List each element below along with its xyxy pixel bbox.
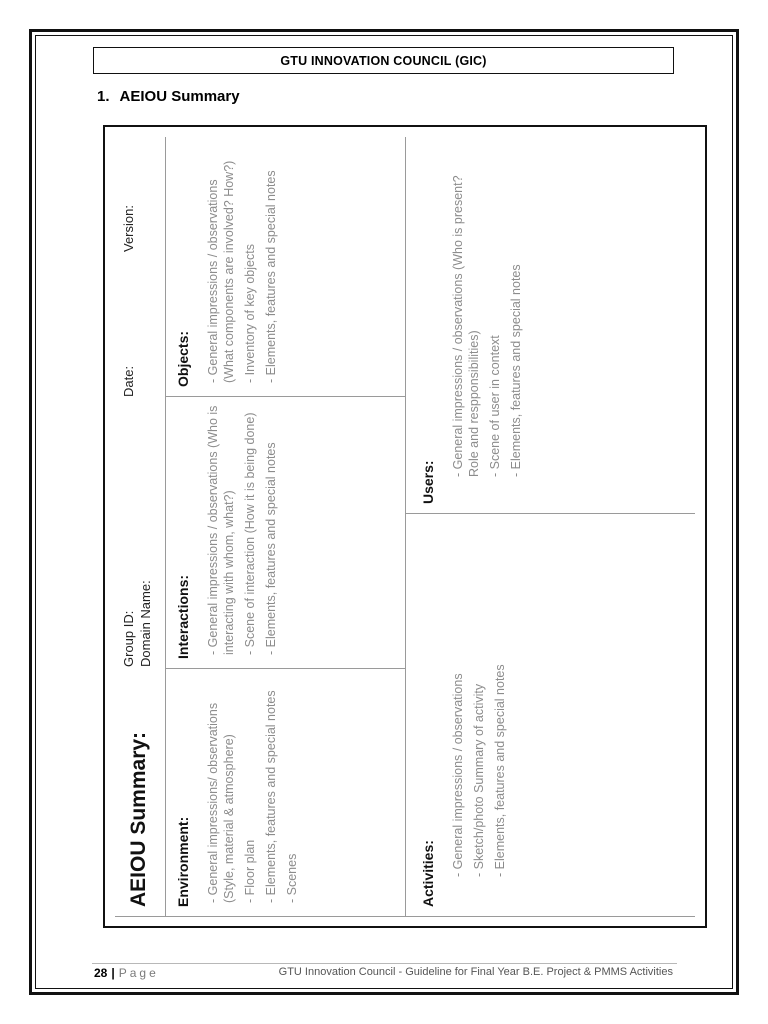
- environment-list: [205, 678, 305, 903]
- document-header: [93, 47, 674, 74]
- users-item: - Elements, features and special notes: [508, 147, 524, 477]
- interactions-title: Interactions:: [175, 574, 191, 659]
- aeiou-sheet: [115, 137, 695, 917]
- users-item: - Scene of user in context: [487, 147, 503, 477]
- page-number: 28: [94, 966, 108, 980]
- page-number-footer: [94, 966, 159, 980]
- interactions-list: [205, 405, 284, 655]
- divider-interactions-objects: [165, 396, 405, 397]
- footer-rule: [92, 963, 677, 964]
- environment-title: Environment:: [175, 816, 191, 907]
- objects-item: - Elements, features and special notes: [263, 143, 279, 383]
- objects-item: - General impressions / observations (What components are involved? How?): [205, 143, 237, 383]
- footer-separator: |: [111, 966, 115, 980]
- users-title: Users:: [420, 460, 436, 504]
- activities-item: - Sketch/photo Summary of activity: [471, 527, 487, 877]
- figure-title: AEIOU Summary:: [127, 731, 150, 907]
- objects-list: [205, 143, 284, 383]
- divider-activities-users: [405, 513, 695, 514]
- middle-rule: [405, 137, 406, 917]
- environment-item: - Floor plan: [242, 678, 258, 903]
- interactions-item: - Scene of interaction (How it is being done): [242, 405, 258, 655]
- activities-item: - General impressions / observations: [450, 527, 466, 877]
- environment-item: - Elements, features and special notes: [263, 678, 279, 903]
- section-title: AEIOU Summary: [119, 88, 240, 105]
- divider-env-interactions: [165, 668, 405, 669]
- interactions-item: - General impressions / observations (Who is interacting with whom, what?): [205, 405, 237, 655]
- footer-text: GTU Innovation Council - Guideline for Final Year B.E. Project & PMMS Activities: [278, 966, 673, 978]
- users-list: [450, 147, 529, 477]
- environment-item: - General impressions/ observations (Style, material & atmosphere): [205, 678, 237, 903]
- aeiou-figure: [103, 125, 707, 928]
- activities-title: Activities:: [420, 840, 436, 907]
- header-title: GTU INNOVATION COUNCIL (GIC): [280, 53, 487, 68]
- environment-item: - Scenes: [284, 678, 300, 903]
- objects-item: - Inventory of key objects: [242, 143, 258, 383]
- bottom-rule: [115, 916, 695, 917]
- objects-title: Objects:: [175, 330, 191, 387]
- date-label: Date:: [121, 365, 136, 397]
- users-item: - General impressions / observations (Who is present? Role and respponsibilities): [450, 147, 482, 477]
- domain-name-label: Domain Name:: [138, 580, 153, 667]
- group-id-label: Group ID:: [121, 610, 136, 667]
- version-label: Version:: [121, 205, 136, 252]
- interactions-item: - Elements, features and special notes: [263, 405, 279, 655]
- section-heading: [97, 88, 240, 105]
- top-rule: [165, 137, 166, 917]
- activities-list: [450, 527, 513, 877]
- activities-item: - Elements, features and special notes: [492, 527, 508, 877]
- section-number: 1.: [97, 88, 110, 105]
- page-label: Page: [118, 966, 159, 980]
